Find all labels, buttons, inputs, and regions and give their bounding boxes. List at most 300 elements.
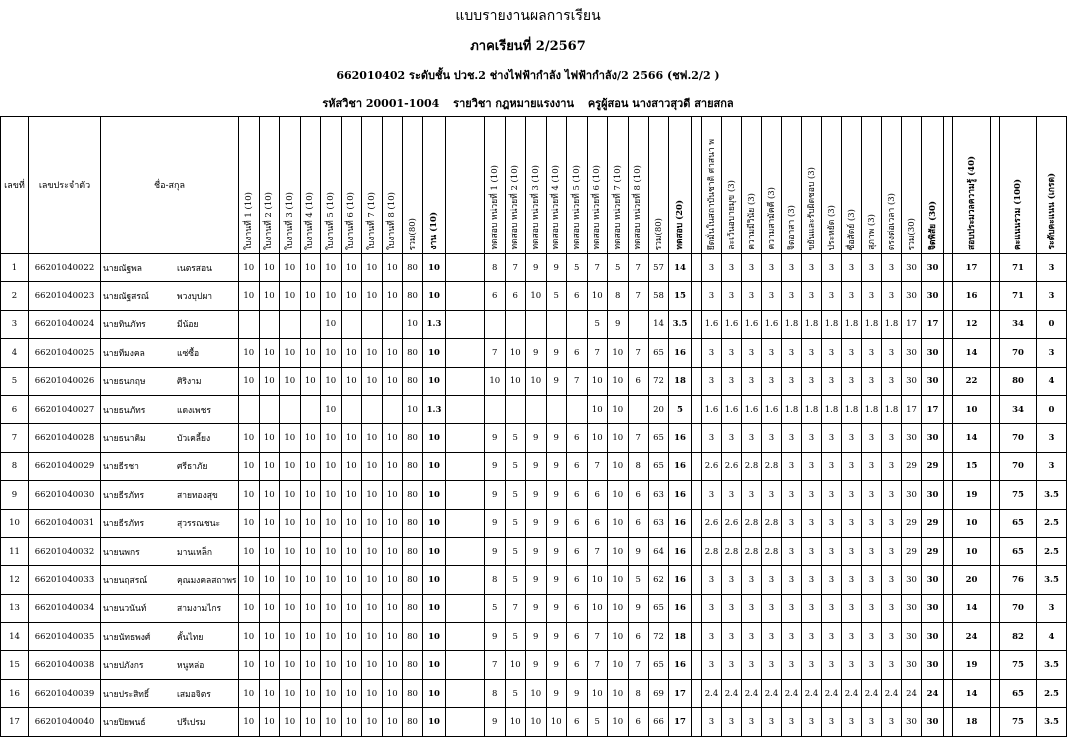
table-row [1,594,1067,622]
cell-worksheet-5: 10 [321,651,342,679]
cell-trait-4: 2.8 [762,452,782,480]
cell-grade: 4 [1037,367,1067,395]
cell-name [101,679,239,707]
cell-test-total: 72 [649,623,669,651]
cell-test-7: 10 [608,537,629,565]
cell-test-3 [526,395,547,423]
cell-trait-3: 3 [742,566,762,594]
cell-worksheet-6: 10 [341,623,362,651]
cell-exam: 14 [953,424,991,452]
last-name: คั้นไทย [177,632,204,643]
cell-trait-5: 1.8 [782,310,802,338]
last-name: มานเหล็ก [177,547,213,558]
cell-trait-1: 2.8 [702,537,722,565]
cell-test-8: 7 [628,254,649,282]
col-trait-7-label: ประหยัด (3) [826,204,837,250]
cell-worksheet-8 [382,310,403,338]
cell-trait-9: 3 [862,367,882,395]
cell-test-8: 7 [628,424,649,452]
cell-no: 11 [1,537,29,565]
col-trait-8-label: ซื่อสัตย์ (3) [846,208,857,250]
cell-trait-5: 3 [782,254,802,282]
cell-worksheet-7: 10 [362,282,383,310]
cell-test-3: 9 [526,537,547,565]
cell-trait-3: 2.8 [742,452,762,480]
cell-test-5: 5 [567,254,588,282]
cell-test-1: 5 [485,594,506,622]
cell-grade: 3.5 [1037,708,1067,736]
cell-sum: 80 [1000,367,1037,395]
cell-test-7: 10 [608,452,629,480]
cell-test-4: 9 [546,339,567,367]
col-worksheet-1-label: ใบงานที่ 1 (10) [243,191,254,250]
cell-trait-5: 3 [782,623,802,651]
cell-worksheet-2: 10 [259,481,280,509]
cell-test-3: 9 [526,424,547,452]
cell-grade: 0 [1037,310,1067,338]
cell-worksheet-1: 10 [239,594,260,622]
cell-worksheet-1: 10 [239,481,260,509]
cell-worksheet-2: 10 [259,679,280,707]
cell-grade: 3 [1037,282,1067,310]
cell-worksheet-6 [341,395,362,423]
cell-worksheet-8: 10 [382,623,403,651]
cell-no: 8 [1,452,29,480]
col-test-7-header [608,117,629,254]
cell-trait-1: 2.4 [702,679,722,707]
spacer-cell [991,367,1000,395]
cell-sum: 70 [1000,594,1037,622]
cell-test-6: 7 [587,339,608,367]
cell-trait-2: 3 [722,282,742,310]
cell-exam: 10 [953,395,991,423]
cell-test-2: 7 [505,254,526,282]
cell-test-5: 6 [567,452,588,480]
cell-student-id: 66201040034 [29,594,101,622]
cell-trait-10: 3 [882,509,902,537]
cell-attitude: 30 [922,623,944,651]
cell-worksheet-3: 10 [280,537,301,565]
first-name: นายธีรภัทร [103,490,145,501]
cell-trait-9: 3 [862,339,882,367]
cell-trait-8: 1.8 [842,395,862,423]
cell-trait-total: 30 [902,339,922,367]
cell-worksheet-2: 10 [259,651,280,679]
cell-attitude: 30 [922,708,944,736]
cell-worksheet-8: 10 [382,339,403,367]
spacer-column [991,117,1000,254]
cell-test-7: 10 [608,367,629,395]
first-name: นายธีรชา [103,462,139,473]
cell-exam: 18 [953,708,991,736]
cell-test-2: 5 [505,424,526,452]
cell-test-4: 10 [546,708,567,736]
spacer-cell [692,509,702,537]
cell-worksheet-1: 10 [239,282,260,310]
spacer-cell [991,481,1000,509]
cell-worksheet-7 [362,310,383,338]
spacer-cell [944,424,953,452]
col-test-3-header [526,117,547,254]
cell-grade: 3 [1037,452,1067,480]
cell-test: 16 [669,651,692,679]
cell-test-7: 8 [608,282,629,310]
cell-student-id: 66201040027 [29,395,101,423]
cell-test-6: 7 [587,452,608,480]
cell-name [101,424,239,452]
cell-trait-8: 3 [842,282,862,310]
cell-sum: 71 [1000,282,1037,310]
cell-test-3: 10 [526,679,547,707]
cell-trait-8: 3 [842,339,862,367]
spacer-cell [446,424,485,452]
cell-name [101,452,239,480]
cell-worksheet-5: 10 [321,254,342,282]
cell-trait-9: 2.4 [862,679,882,707]
cell-worksheet-7: 10 [362,424,383,452]
first-name: นายณัฐสรณ์ [103,292,149,303]
cell-worksheet-total: 10 [403,395,423,423]
cell-trait-7: 2.4 [822,679,842,707]
spacer-cell [944,339,953,367]
cell-trait-8: 2.4 [842,679,862,707]
cell-test-7: 10 [608,481,629,509]
spacer-cell [692,566,702,594]
cell-worksheet-8: 10 [382,452,403,480]
cell-test-7: 10 [608,509,629,537]
table-row [1,452,1067,480]
cell-test-7: 10 [608,424,629,452]
cell-trait-4: 3 [762,282,782,310]
cell-trait-3: 3 [742,651,762,679]
cell-worksheet-5: 10 [321,452,342,480]
cell-trait-2: 3 [722,566,742,594]
cell-attitude: 30 [922,566,944,594]
cell-grade: 0 [1037,395,1067,423]
cell-trait-5: 2.4 [782,679,802,707]
last-name: หนูหล่อ [177,661,205,672]
cell-test-6: 10 [587,367,608,395]
cell-trait-9: 1.8 [862,310,882,338]
cell-trait-6: 3 [802,623,822,651]
cell-worksheet-2: 10 [259,339,280,367]
cell-student-id: 66201040032 [29,537,101,565]
cell-trait-7: 1.8 [822,395,842,423]
cell-test-3: 9 [526,594,547,622]
cell-exam: 10 [953,509,991,537]
cell-worksheet-3: 10 [280,339,301,367]
cell-worksheet-3: 10 [280,452,301,480]
first-name: นายปภังกร [103,661,144,672]
col-trait-total-header [902,117,922,254]
cell-work: 10 [423,566,446,594]
cell-name [101,623,239,651]
cell-test-3: 9 [526,623,547,651]
cell-worksheet-5: 10 [321,282,342,310]
cell-exam: 14 [953,679,991,707]
cell-grade: 3 [1037,424,1067,452]
semester-label: ภาคเรียนที่ 2/2567 [470,39,586,54]
last-name: สามงามไกร [177,604,222,615]
cell-student-id: 66201040028 [29,424,101,452]
cell-worksheet-3: 10 [280,623,301,651]
spacer-cell [991,594,1000,622]
cell-test-8: 6 [628,367,649,395]
cell-test: 3.5 [669,310,692,338]
cell-worksheet-6: 10 [341,594,362,622]
spacer-cell [991,254,1000,282]
cell-grade: 3 [1037,339,1067,367]
cell-attitude: 24 [922,679,944,707]
cell-work: 10 [423,481,446,509]
cell-trait-9: 3 [862,282,882,310]
cell-test-7: 10 [608,651,629,679]
cell-test-3: 10 [526,367,547,395]
cell-student-id: 66201040035 [29,623,101,651]
col-trait-2-header [722,117,742,254]
cell-worksheet-7: 10 [362,651,383,679]
cell-trait-4: 2.8 [762,509,782,537]
cell-worksheet-4: 10 [300,651,321,679]
cell-no: 10 [1,509,29,537]
cell-trait-4: 3 [762,566,782,594]
cell-worksheet-5: 10 [321,509,342,537]
cell-test-1 [485,395,506,423]
cell-student-id: 66201040023 [29,282,101,310]
cell-trait-6: 3 [802,594,822,622]
cell-test-6: 5 [587,310,608,338]
cell-work: 10 [423,651,446,679]
cell-trait-8: 3 [842,594,862,622]
cell-test-2: 6 [505,282,526,310]
cell-trait-7: 3 [822,254,842,282]
table-row [1,679,1067,707]
cell-test-8: 5 [628,566,649,594]
cell-test-2: 5 [505,679,526,707]
cell-test-total: 62 [649,566,669,594]
spacer-cell [991,651,1000,679]
col-worksheet-8-header [382,117,403,254]
cell-attitude: 29 [922,509,944,537]
cell-test-6: 6 [587,481,608,509]
cell-trait-3: 3 [742,367,762,395]
cell-attitude: 30 [922,367,944,395]
cell-trait-8: 3 [842,254,862,282]
col-worksheet-2-label: ใบงานที่ 2 (10) [264,191,275,250]
cell-test-8: 6 [628,481,649,509]
cell-trait-4: 3 [762,708,782,736]
col-worksheet-3-header [280,117,301,254]
cell-worksheet-4: 10 [300,679,321,707]
cell-trait-8: 3 [842,566,862,594]
cell-worksheet-2: 10 [259,594,280,622]
cell-work: 10 [423,509,446,537]
cell-test-8: 6 [628,708,649,736]
cell-test-3: 9 [526,452,547,480]
cell-test-total: 63 [649,481,669,509]
cell-test-2: 5 [505,481,526,509]
cell-test-7: 10 [608,679,629,707]
cell-test-2: 5 [505,566,526,594]
col-test-8-label: ทดสอบ หน่วยที่ 8 (10) [633,165,644,250]
cell-test: 17 [669,708,692,736]
cell-trait-10: 1.8 [882,395,902,423]
cell-test-3: 10 [526,282,547,310]
cell-trait-6: 3 [802,537,822,565]
cell-trait-7: 3 [822,367,842,395]
cell-attitude: 30 [922,339,944,367]
col-trait-5-label: จิตอาสา (3) [786,204,797,250]
cell-worksheet-3: 10 [280,481,301,509]
cell-work: 10 [423,594,446,622]
cell-trait-3: 1.6 [742,395,762,423]
cell-trait-6: 1.8 [802,310,822,338]
cell-trait-8: 3 [842,452,862,480]
col-trait-9-label: สุภาพ (3) [866,214,877,250]
cell-trait-5: 3 [782,367,802,395]
cell-worksheet-1: 10 [239,452,260,480]
col-trait-2-label: ละเว้นอบายมุข (3) [726,180,737,250]
cell-test-3 [526,310,547,338]
cell-work: 10 [423,623,446,651]
cell-worksheet-8: 10 [382,481,403,509]
spacer-cell [692,367,702,395]
cell-worksheet-8 [382,395,403,423]
cell-trait-10: 3 [882,424,902,452]
cell-no: 12 [1,566,29,594]
table-row [1,282,1067,310]
cell-student-id: 66201040025 [29,339,101,367]
cell-worksheet-total: 80 [403,594,423,622]
cell-worksheet-1 [239,310,260,338]
cell-test-4: 9 [546,594,567,622]
cell-test-8: 7 [628,282,649,310]
col-trait-total-label: รวม(30) [906,217,917,250]
cell-work: 10 [423,537,446,565]
cell-no: 17 [1,708,29,736]
cell-attitude: 30 [922,282,944,310]
spacer-cell [446,537,485,565]
table-row [1,424,1067,452]
cell-sum: 75 [1000,481,1037,509]
cell-trait-10: 1.8 [882,310,902,338]
cell-work: 1.3 [423,310,446,338]
col-test-total-header [649,117,669,254]
cell-student-id: 66201040033 [29,566,101,594]
cell-worksheet-2: 10 [259,424,280,452]
col-trait-1-label: ยึดมั่นในสถาบันชาติ ศาสนา พ [706,138,717,250]
spacer-cell [692,708,702,736]
cell-worksheet-total: 80 [403,481,423,509]
cell-worksheet-2: 10 [259,708,280,736]
cell-test: 16 [669,509,692,537]
cell-no: 7 [1,424,29,452]
cell-test-5: 6 [567,594,588,622]
cell-worksheet-2 [259,395,280,423]
cell-worksheet-7: 10 [362,481,383,509]
cell-worksheet-total: 10 [403,310,423,338]
cell-test: 16 [669,594,692,622]
cell-name [101,481,239,509]
cell-trait-total: 29 [902,452,922,480]
first-name: นายทีมงคล [103,348,145,359]
col-worksheet-total-header [403,117,423,254]
cell-student-id: 66201040030 [29,481,101,509]
cell-worksheet-total: 80 [403,651,423,679]
cell-test-5: 6 [567,481,588,509]
cell-trait-9: 3 [862,651,882,679]
cell-worksheet-3: 10 [280,708,301,736]
first-name: นายทินภัทร [103,320,146,331]
cell-test-1: 8 [485,566,506,594]
cell-trait-7: 3 [822,651,842,679]
cell-test-total: 20 [649,395,669,423]
cell-attitude: 30 [922,481,944,509]
cell-worksheet-1 [239,395,260,423]
cell-test: 16 [669,537,692,565]
cell-no: 3 [1,310,29,338]
cell-trait-6: 3 [802,651,822,679]
cell-test-4: 9 [546,452,567,480]
cell-worksheet-7: 10 [362,254,383,282]
cell-no: 13 [1,594,29,622]
cell-trait-total: 30 [902,481,922,509]
col-test-6-label: ทดสอบ หน่วยที่ 6 (10) [592,165,603,250]
cell-trait-total: 29 [902,537,922,565]
cell-test-1: 9 [485,452,506,480]
cell-worksheet-6: 10 [341,481,362,509]
cell-trait-5: 3 [782,481,802,509]
cell-worksheet-total: 80 [403,367,423,395]
cell-trait-total: 30 [902,651,922,679]
cell-test: 17 [669,679,692,707]
cell-test-total: 65 [649,594,669,622]
cell-worksheet-1: 10 [239,339,260,367]
cell-trait-5: 3 [782,566,802,594]
cell-attitude: 29 [922,537,944,565]
cell-test-6: 7 [587,254,608,282]
first-name: นายนวนันท์ [103,604,147,615]
cell-name [101,367,239,395]
course-code: รหัสวิชา 20001-1004 [322,97,440,110]
cell-test-6: 7 [587,623,608,651]
cell-sum: 70 [1000,339,1037,367]
cell-test-4: 9 [546,254,567,282]
cell-work: 10 [423,339,446,367]
cell-test-4: 9 [546,679,567,707]
cell-sum: 65 [1000,537,1037,565]
cell-worksheet-2: 10 [259,537,280,565]
first-name: นายนพกร [103,547,140,558]
cell-sum: 82 [1000,623,1037,651]
spacer-cell [446,254,485,282]
cell-trait-3: 2.4 [742,679,762,707]
cell-worksheet-5: 10 [321,395,342,423]
col-worksheet-6-label: ใบงานที่ 6 (10) [346,191,357,250]
cell-worksheet-6: 10 [341,282,362,310]
col-trait-3-header [742,117,762,254]
cell-worksheet-7: 10 [362,339,383,367]
cell-trait-3: 3 [742,254,762,282]
cell-no: 9 [1,481,29,509]
cell-test-total: 57 [649,254,669,282]
cell-student-id: 66201040040 [29,708,101,736]
course-info [0,94,1056,112]
col-grade-header [1037,117,1067,254]
cell-name [101,509,239,537]
cell-worksheet-6: 10 [341,509,362,537]
cell-trait-3: 3 [742,708,762,736]
